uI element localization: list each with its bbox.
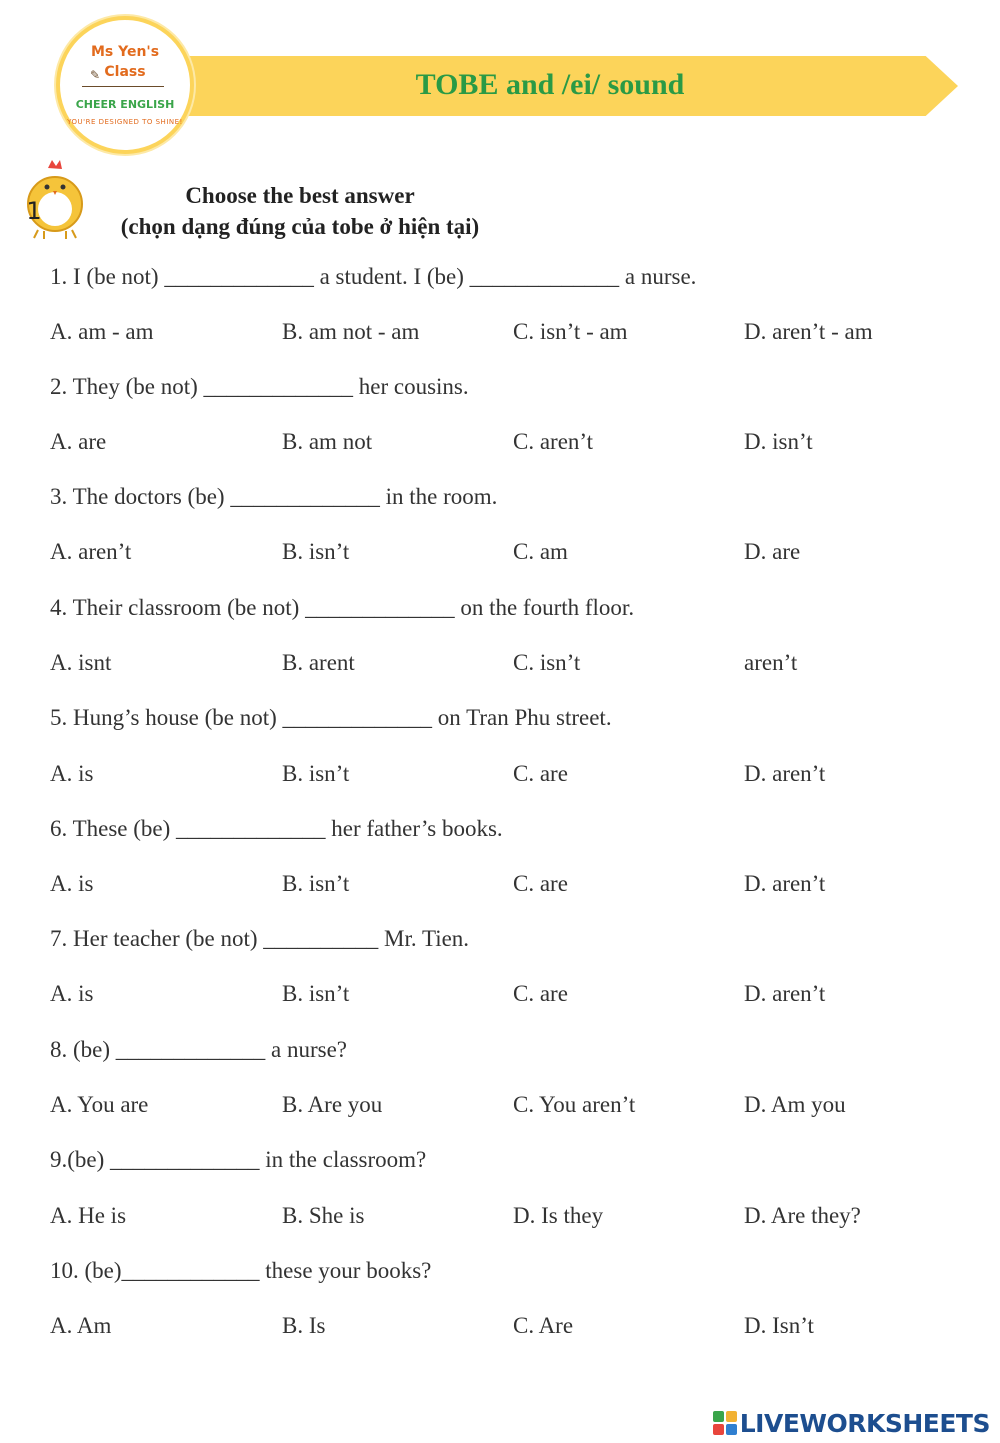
liveworksheets-logo-icon <box>713 1411 737 1435</box>
option[interactable]: C. isn’t <box>513 650 581 675</box>
option[interactable]: D. aren’t <box>744 981 826 1006</box>
question-10: 10. (be)____________ these your books? <box>50 1258 432 1283</box>
option[interactable]: C. are <box>513 871 568 896</box>
class-logo <box>56 16 194 154</box>
question-2: 2. They (be not) _____________ her cousins. <box>50 374 469 399</box>
option[interactable]: C. isn’t - am <box>513 319 628 344</box>
logo-tagline: CHEER ENGLISH <box>75 98 175 111</box>
heading-line-2: (chọn dạng đúng của tobe ở hiện tại) <box>120 214 480 239</box>
option[interactable]: A. is <box>50 761 94 786</box>
logo-square-1 <box>713 1411 724 1422</box>
exercise-heading <box>80 180 520 242</box>
logo-square-2 <box>726 1411 737 1422</box>
question-4: 4. Their classroom (be not) _____________ on the fourth floor. <box>50 595 635 620</box>
question-3: 3. The doctors (be) _____________ in the room. <box>50 484 498 509</box>
brand-name: LIVEWORKSHEETS <box>739 1408 990 1438</box>
option[interactable]: D. Are they? <box>744 1203 861 1228</box>
page-title: TOBE and /ei/ sound <box>415 68 685 101</box>
heading-line-1: Choose the best answer <box>185 183 415 208</box>
option[interactable]: A. He is <box>50 1203 127 1228</box>
option[interactable]: A. are <box>50 429 107 454</box>
option[interactable]: C. are <box>513 981 568 1006</box>
logo-motto: YOU'RE DESIGNED TO SHINE! <box>67 118 183 126</box>
question-5: 5. Hung’s house (be not) _____________ on Tran Phu street. <box>50 705 612 730</box>
question-7: 7. Her teacher (be not) __________ Mr. Tien. <box>50 926 470 951</box>
option[interactable]: B. am not <box>282 429 373 454</box>
question-6: 6. These (be) _____________ her father’s books. <box>50 816 503 841</box>
option[interactable]: D. Is they <box>513 1203 604 1228</box>
option[interactable]: D. are <box>744 539 801 564</box>
logo-class: Class <box>104 64 146 80</box>
question-9: 9.(be) _____________ in the classroom? <box>50 1147 427 1172</box>
option[interactable]: D. Isn’t <box>744 1313 814 1338</box>
option[interactable]: B. isn’t <box>282 761 350 786</box>
option[interactable]: C. aren’t <box>513 429 594 454</box>
option[interactable]: C. Are <box>513 1313 574 1338</box>
option[interactable]: A. aren’t <box>50 539 132 564</box>
option[interactable]: D. aren’t <box>744 761 826 786</box>
pencil-icon: ✎ <box>90 68 101 82</box>
logo-square-3 <box>713 1424 724 1435</box>
option[interactable]: A. am - am <box>50 319 154 344</box>
option[interactable]: B. Is <box>282 1313 326 1338</box>
option[interactable]: D. aren’t <box>744 871 826 896</box>
exercise-number: 1 <box>26 197 42 225</box>
option[interactable]: D. Am you <box>744 1092 846 1117</box>
liveworksheets-brand <box>713 1410 990 1436</box>
option[interactable]: A. You are <box>50 1092 149 1117</box>
option[interactable]: C. are <box>513 761 568 786</box>
option[interactable]: C. You aren’t <box>513 1092 636 1117</box>
option[interactable]: B. arent <box>282 650 355 675</box>
option[interactable]: B. isn’t <box>282 871 350 896</box>
option[interactable]: B. isn’t <box>282 981 350 1006</box>
option[interactable]: A. is <box>50 981 94 1006</box>
option[interactable]: A. Am <box>50 1313 112 1338</box>
option[interactable]: D. isn’t <box>744 429 813 454</box>
option[interactable]: D. aren’t - am <box>744 319 873 344</box>
option[interactable]: B. am not - am <box>282 319 420 344</box>
logo-square-4 <box>726 1424 737 1435</box>
logo-divider <box>82 86 164 87</box>
option[interactable]: A. is <box>50 871 94 896</box>
option[interactable]: A. isnt <box>50 650 112 675</box>
option[interactable]: B. Are you <box>282 1092 383 1117</box>
option[interactable]: B. isn’t <box>282 539 350 564</box>
option[interactable]: C. am <box>513 539 568 564</box>
option[interactable]: aren’t <box>744 650 798 675</box>
logo-name: Ms Yen's <box>90 44 160 60</box>
option[interactable]: B. She is <box>282 1203 365 1228</box>
question-8: 8. (be) _____________ a nurse? <box>50 1037 348 1062</box>
question-1: 1. I (be not) _____________ a student. I (be) _____________ a nurse. <box>50 264 697 289</box>
